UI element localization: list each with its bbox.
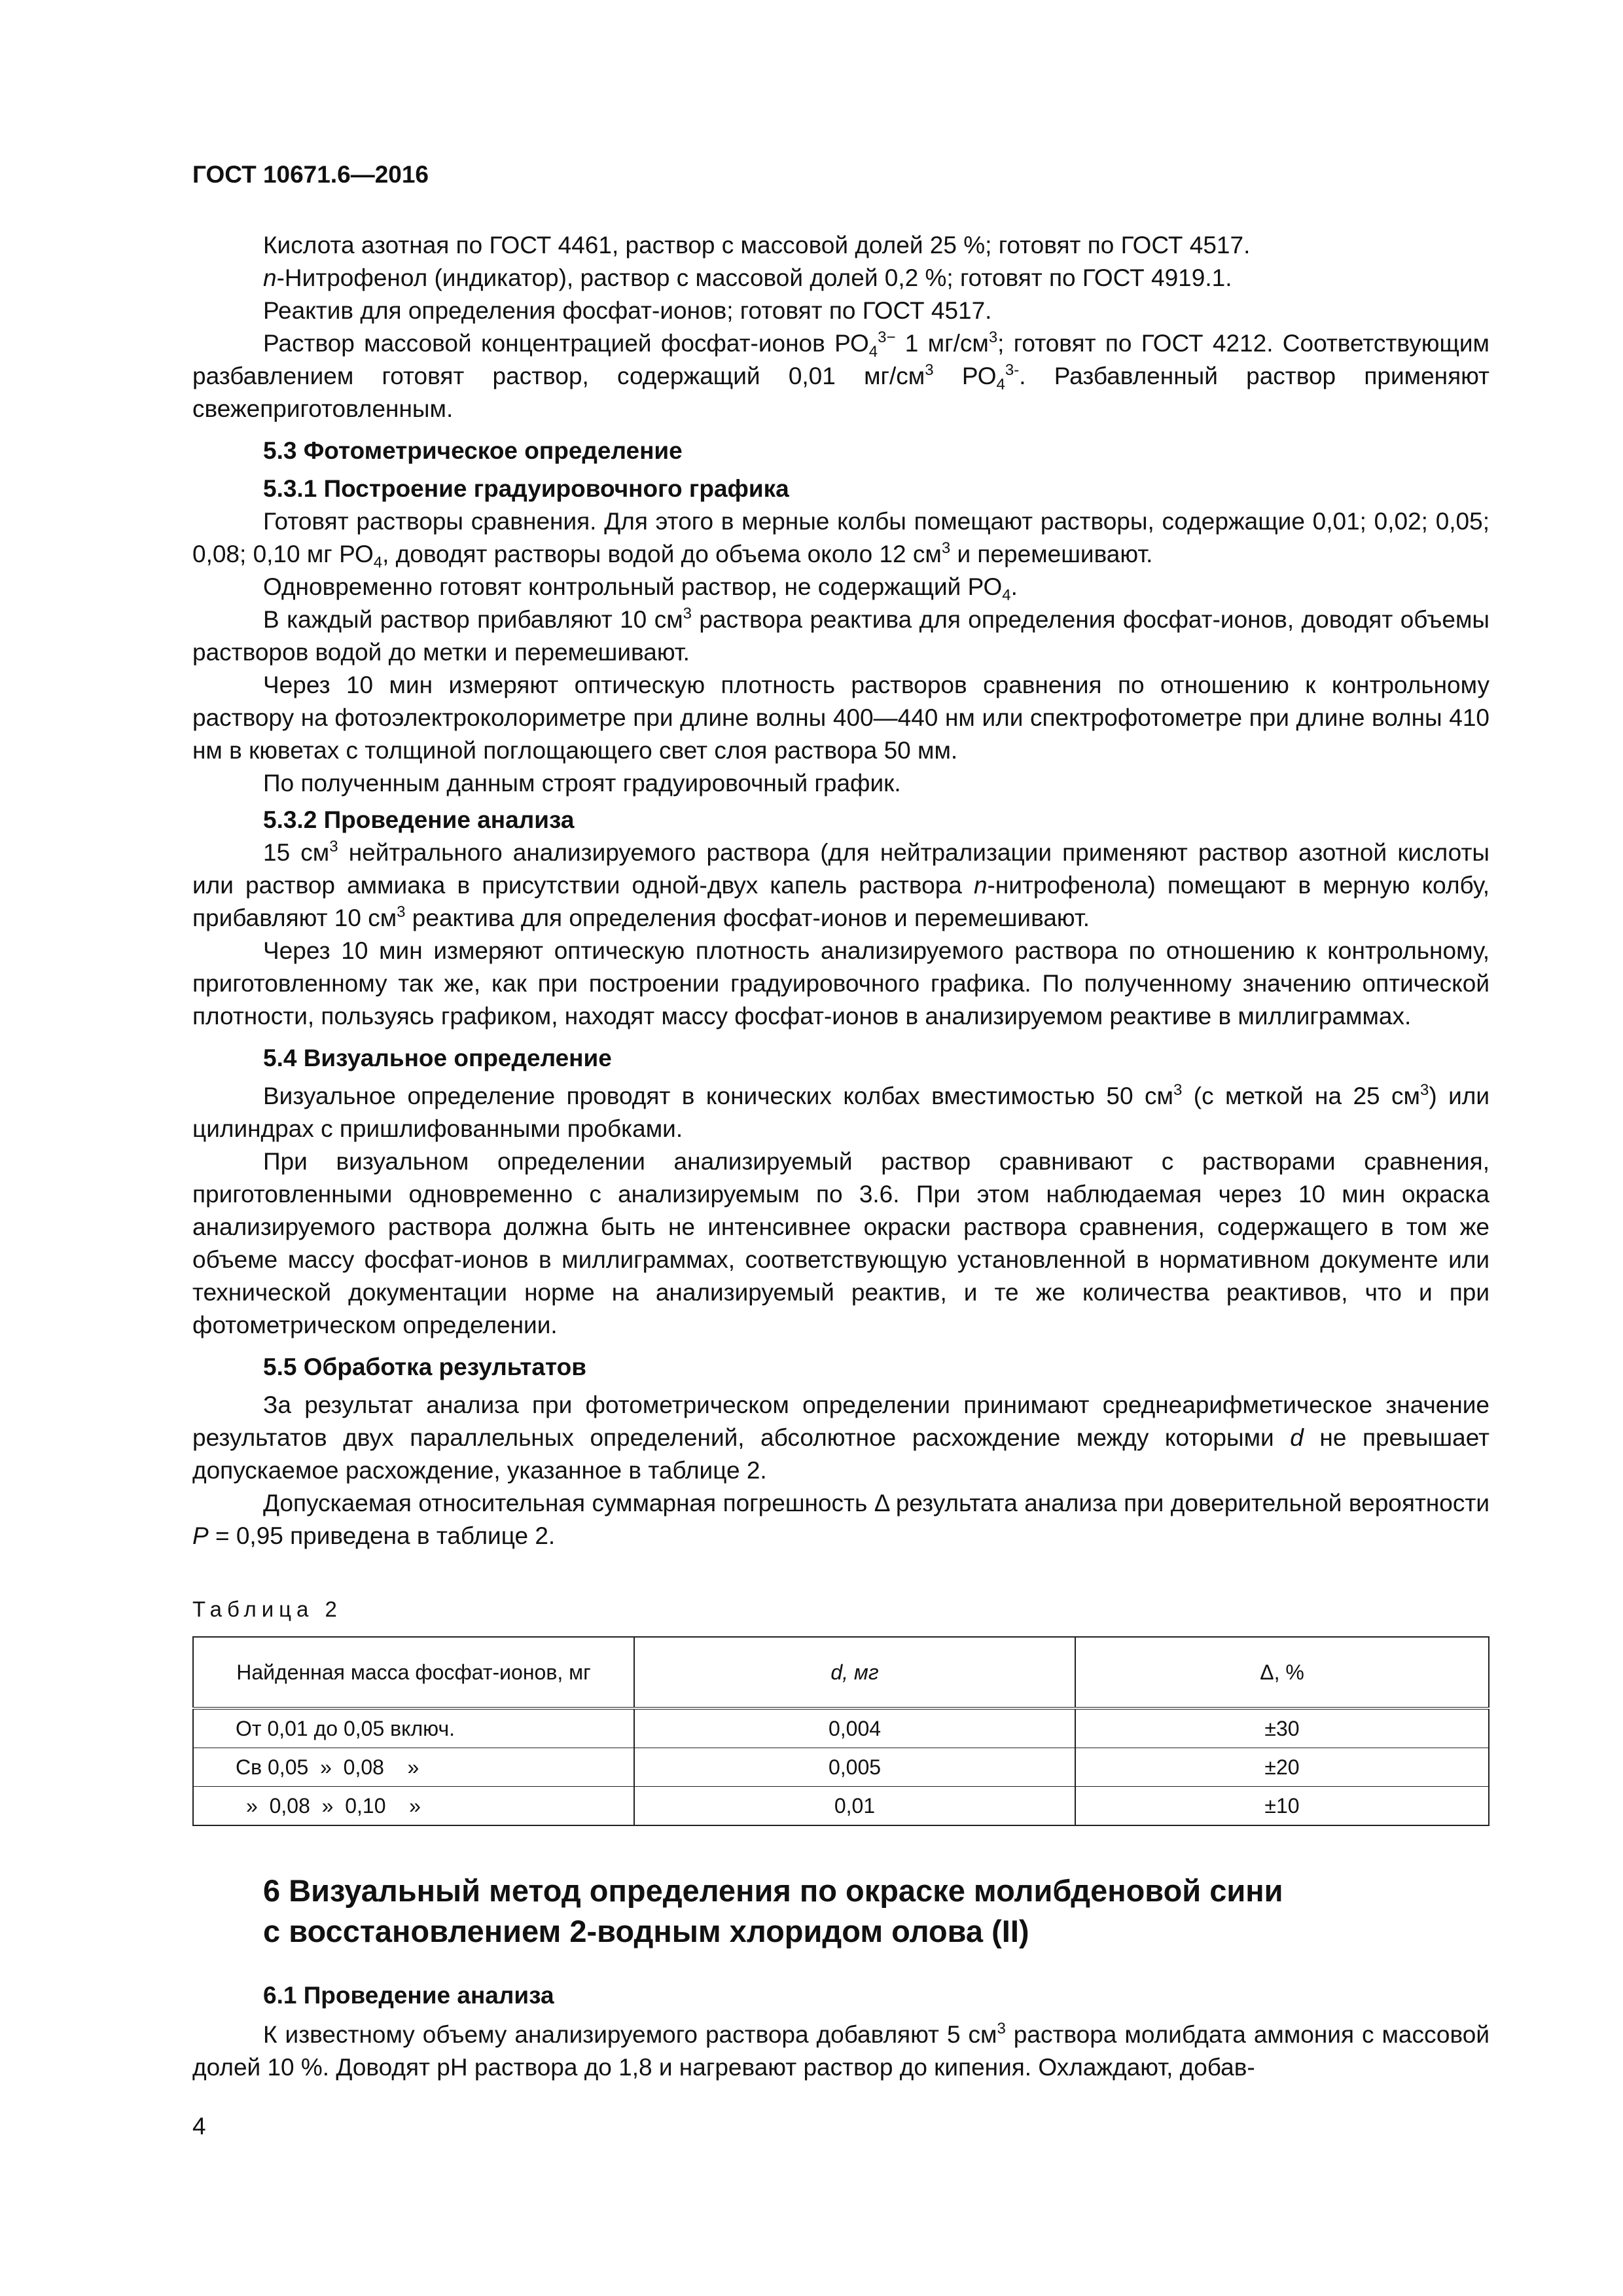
table-row (193, 1787, 1489, 1826)
text-span: (с меткой на 25 см (1182, 1083, 1420, 1109)
text-span: Одновременно готовят контрольный раствор, не содержащий РО (263, 573, 1003, 600)
text-span: раствора реактива для определения фосфат-ионов, доводят объемы растворов водой до метки и перемешивают. (192, 606, 1489, 666)
table-caption: Таблица 2 (192, 1597, 342, 1621)
paragraph-nitrophenol (192, 262, 1489, 295)
text-span: n (973, 872, 988, 899)
superscript: 3- (1005, 361, 1020, 379)
text-span: d (1290, 1424, 1304, 1451)
text-span: раствора молибдата аммония с массовой долей 10 %. Доводят рН раствора до 1,8 и нагревают раствор до кипения. Охлаждают, добав- (192, 2021, 1489, 2081)
text-span: Р (192, 1522, 209, 1549)
section-5-3-title: 5.3 Фотометрическое определение (263, 437, 683, 464)
table-cell: От 0,01 до 0,05 включ. (193, 1708, 634, 1748)
superscript: 3 (397, 903, 406, 921)
paragraph-5-3-1-4: Через 10 мин измеряют оптическую плотность растворов сравнения по отношению к контрольному раствору на фотоэлектроколориметре при длине волны 400—440 нм или спектрофотометре при длине волны 410 нм в кюветах с толщиной поглощающего свет слоя раствора 50 мм. (192, 672, 1489, 764)
text-span: Допускаемая относительная суммарная погрешность Δ результата анализа при доверительной вероятности (263, 1490, 1489, 1516)
text-span: К известному объему анализируемого раствора добавляют 5 см (263, 2021, 997, 2048)
paragraph-5-4-1 (192, 1080, 1489, 1145)
section-6-1-title: 6.1 Проведение анализа (263, 1982, 554, 2009)
superscript: 3 (997, 2020, 1006, 2037)
text-span: n (263, 264, 277, 291)
text-span: Готовят растворы сравнения. Для этого в мерные колбы помещают растворы, содержащие 0,01; 0,02; 0,05; 0,08; 0,10 мг РО (192, 508, 1489, 567)
text-span: ; готовят по ГОСТ 4212. Соответствующим разбавлением готовят раствор, содержащий 0,01 мг/см (192, 330, 1489, 389)
superscript: 3 (925, 361, 934, 379)
paragraph-5-4-2: При визуальном определении анализируемый раствор сравнивают с растворами сравнения, приготовленными одновременно с анализируемым по 3.6. При этом наблюдаемая через 10 мин окраска анализируемого раствора должна быть не интенсивнее окраски раствора сравнения, содержащего в том же объеме массу фосфат-ионов в миллиграммах, соответствующую установленной в нормативном документе или технической документации норме на анализируемый реактив, и те же количества реактивов, что и при фотометрическом определении. (192, 1148, 1489, 1338)
text-span: Раствор массовой концентрацией фосфат-ионов РО (263, 330, 869, 357)
superscript: 3 (1173, 1081, 1183, 1099)
superscript: 3 (1419, 1081, 1429, 1099)
text-span: 1 мг/см (895, 330, 989, 357)
paragraph-5-3-2-2: Через 10 мин измеряют оптическую плотность анализируемого раствора по отношению к контрольному, приготовленному так же, как при построении градуировочного графика. По полученному значению оптической плотности, пользуясь графиком, находят массу фосфат-ионов в анализируемом реактиве в миллиграммах. (192, 937, 1489, 1030)
column-header: Δ, % (1075, 1637, 1489, 1708)
section-5-3-1-title: 5.3.1 Построение градуировочного графика (263, 475, 789, 502)
superscript: 3 (683, 605, 692, 622)
subscript: 4 (373, 554, 383, 571)
paragraph-nitric-acid (192, 229, 1489, 262)
text-span: -нитрофенола) помещают в мерную колбу, прибавляют 10 см (192, 872, 1489, 931)
paragraph-5-3-1-2 (192, 571, 1489, 603)
text-span: -Нитрофенол (индикатор), раствор с массовой долей 0,2 %; готовят по ГОСТ 4919.1. (276, 264, 1232, 291)
document-body (192, 229, 1489, 2084)
text-span: Кислота азотная по ГОСТ 4461, раствор с массовой долей 25 %; готовят по ГОСТ 4517. (263, 232, 1251, 259)
column-header: d, мг (634, 1637, 1075, 1708)
section-6-title-line-1: 6 Визуальный метод определения по окраске молибденовой сини (263, 1873, 1283, 1908)
superscript: 3 (941, 539, 951, 557)
text-span: . Разбавленный раствор применяют свежеприготовленным. (192, 363, 1490, 422)
paragraph-5-5-1 (192, 1389, 1489, 1487)
table-cell: 0,01 (634, 1787, 1075, 1826)
table-header-row (193, 1637, 1489, 1708)
paragraph-5-3-2-1 (192, 836, 1489, 935)
table-cell: 0,004 (634, 1708, 1075, 1748)
section-5-5-title: 5.5 Обработка результатов (263, 1354, 586, 1380)
subscript: 4 (996, 376, 1005, 393)
paragraph-5-5-2 (192, 1487, 1489, 1552)
text-span: не превышает допускаемое расхождение, указанное в таблице 2. (192, 1424, 1489, 1484)
superscript: 3 (329, 838, 338, 855)
paragraph-5-3-1-3 (192, 603, 1489, 669)
text-span: РО (933, 363, 997, 389)
text-span: 15 см (263, 839, 330, 866)
text-span: = 0,95 приведена в таблице 2. (208, 1522, 556, 1549)
text-span: нейтрального анализируемого раствора (для нейтрализации применяют раствор азотной кислоты или раствор аммиака в присутствии одной-двух капель раствора (192, 839, 1489, 899)
column-header: Найденная масса фосфат-ионов, мг (193, 1637, 634, 1708)
text-span: . (1010, 573, 1018, 600)
page-number: 4 (192, 2113, 206, 2140)
document-header: ГОСТ 10671.6—2016 (192, 161, 429, 188)
paragraph-reagent (192, 295, 1489, 327)
text-span: и перемешивают. (950, 541, 1153, 567)
paragraph-5-3-1-5: По полученным данным строят градуировочный график. (263, 770, 901, 797)
text-span: , доводят растворы водой до объема около 12 см (382, 541, 942, 567)
subscript: 4 (1002, 586, 1011, 604)
superscript: 3 (988, 329, 998, 346)
text-span: Реактив для определения фосфат-ионов; готовят по ГОСТ 4517. (263, 297, 992, 324)
table-cell: ±20 (1075, 1748, 1489, 1787)
superscript: 3− (878, 329, 896, 346)
text-span: В каждый раствор прибавляют 10 см (263, 606, 683, 633)
paragraph-6-1-1 (192, 2018, 1489, 2084)
table-cell: ±10 (1075, 1787, 1489, 1826)
section-5-3-2-title: 5.3.2 Проведение анализа (263, 806, 575, 833)
text-span: За результат анализа при фотометрическом определении принимают среднеарифметическое значение результатов двух параллельных определений, абсолютное расхождение между которыми (192, 1391, 1489, 1451)
section-6-title-line-2: с восстановлением 2-водным хлоридом олова (II) (263, 1914, 1029, 1948)
table-cell: 0,005 (634, 1748, 1075, 1787)
paragraph-phosphate-solution (192, 327, 1489, 425)
text-span: ) или цилиндрах с пришлифованными пробками. (192, 1083, 1490, 1142)
table-cell: Св 0,05 » 0,08 » (193, 1748, 634, 1787)
section-5-4-title: 5.4 Визуальное определение (263, 1045, 612, 1071)
text-span: Визуальное определение проводят в конических колбах вместимостью 50 см (263, 1083, 1173, 1109)
table-row (193, 1748, 1489, 1787)
table-cell: ±30 (1075, 1708, 1489, 1748)
subscript: 4 (868, 343, 878, 361)
table-2 (192, 1636, 1489, 1826)
text-span: реактива для определения фосфат-ионов и перемешивают. (405, 905, 1090, 931)
section-6-title (263, 1871, 1489, 1952)
paragraph-5-3-1-1 (192, 505, 1489, 571)
table-cell: » 0,08 » 0,10 » (193, 1787, 634, 1826)
table-row (193, 1708, 1489, 1748)
